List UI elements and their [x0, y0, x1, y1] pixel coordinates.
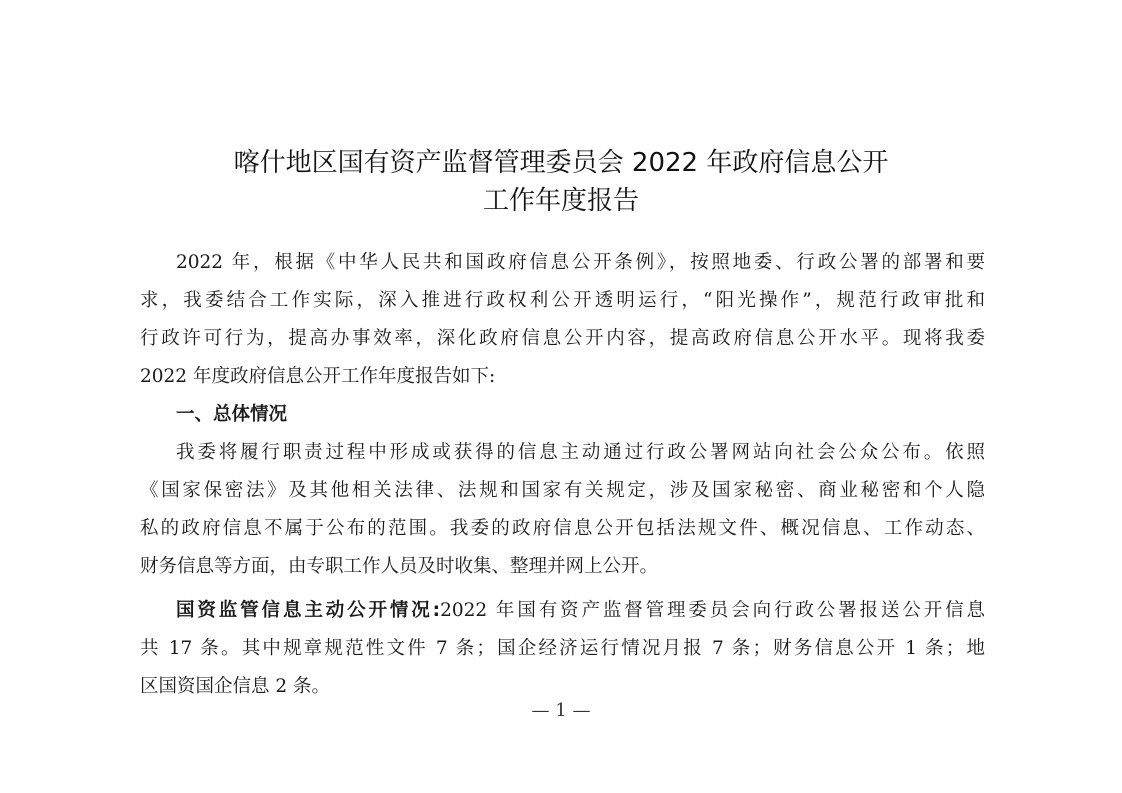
disclosure-line-1: [140, 592, 985, 630]
overview-line-1: 我委将履行职责过程中形成或获得的信息主动通过行政公署网站向社会公众公布。依照: [176, 442, 985, 463]
section-heading-overview: 一、总体情况: [176, 404, 288, 425]
document-body: [140, 244, 985, 706]
document-title-line-2: 工作年度报告: [482, 186, 639, 216]
intro-line-3: 行政许可行为，提高办事效率，深化政府信息公开内容，提高政府信息公开水平。现将我委: [140, 328, 985, 349]
disclosure-line-3: 区国资国企信息 2 条。: [140, 676, 331, 697]
disclosure-line-2: 共 17 条。其中规章规范性文件 7 条；国企经济运行情况月报 7 条；财务信息公开 1 条；地: [140, 638, 985, 659]
overview-line-2: 《国家保密法》及其他相关法律、法规和国家有关规定，涉及国家秘密、商业秘密和个人隐: [140, 480, 985, 501]
intro-line-4: 2022 年度政府信息公开工作年度报告如下:: [140, 366, 496, 387]
overview-line-3: 私的政府信息不属于公布的范围。我委的政府信息公开包括法规文件、概况信息、工作动态、: [140, 518, 985, 539]
overview-line-4: 财务信息等方面，由专职工作人员及时收集、整理并网上公开。: [140, 556, 659, 577]
disclosure-lead: 国资监管信息主动公开情况:: [176, 600, 441, 621]
intro-line-1: 2022 年，根据《中华人民共和国政府信息公开条例》，按照地委、行政公署的部署和要: [176, 252, 985, 273]
document-title-line-1: 喀什地区国有资产监督管理委员会 2022 年政府信息公开: [233, 148, 889, 178]
intro-line-2: 求，我委结合工作实际，深入推进行政权利公开透明运行，“阳光操作”，规范行政审批和: [140, 290, 985, 311]
page-number: — 1 —: [531, 700, 591, 721]
disclosure-line-1-text: 2022 年国有资产监督管理委员会向行政公署报送公开信息: [440, 600, 985, 621]
